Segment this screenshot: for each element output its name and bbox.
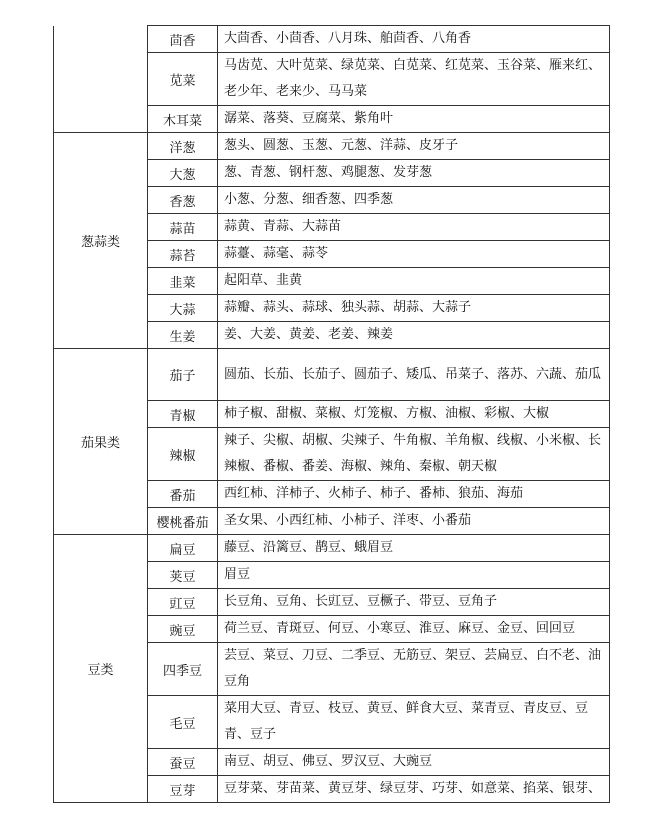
- vegetable-aliases: 西红柿、洋柿子、火柿子、柿子、番柿、狼茄、海茄: [218, 481, 610, 508]
- vegetable-name: 蒜苔: [148, 241, 218, 268]
- vegetable-name: 辣椒: [148, 428, 218, 481]
- vegetable-aliases: 姜、大姜、黄姜、老姜、辣姜: [218, 322, 610, 349]
- vegetable-aliases: 芸豆、菜豆、刀豆、二季豆、无筋豆、架豆、芸扁豆、白不老、油豆角: [218, 643, 610, 696]
- vegetable-aliases: 蒜黄、青蒜、大蒜苗: [218, 214, 610, 241]
- vegetable-aliases: 藤豆、沿篱豆、鹊豆、蛾眉豆: [218, 535, 610, 562]
- vegetable-aliases: 葱、青葱、钢杆葱、鸡腿葱、发芽葱: [218, 160, 610, 187]
- vegetable-name: 木耳菜: [148, 106, 218, 133]
- vegetable-name: 毛豆: [148, 696, 218, 749]
- vegetable-name: 豌豆: [148, 616, 218, 643]
- vegetable-name: 大葱: [148, 160, 218, 187]
- vegetable-aliases: 荷兰豆、青斑豆、何豆、小寒豆、淮豆、麻豆、金豆、回回豆: [218, 616, 610, 643]
- vegetable-aliases: 菜用大豆、青豆、枝豆、黄豆、鲜食大豆、菜青豆、青皮豆、豆青、豆子: [218, 696, 610, 749]
- vegetable-aliases: 长豆角、豆角、长豇豆、豆橛子、带豆、豆角子: [218, 589, 610, 616]
- vegetable-name: 蒜苗: [148, 214, 218, 241]
- vegetable-aliases: 潺菜、落葵、豆腐菜、紫角叶: [218, 106, 610, 133]
- vegetable-aliases: 南豆、胡豆、佛豆、罗汉豆、大豌豆: [218, 749, 610, 776]
- vegetable-aliases: 辣子、尖椒、胡椒、尖辣子、牛角椒、羊角椒、线椒、小米椒、长辣椒、番椒、番姜、海椒、辣角、秦椒、朝天椒: [218, 428, 610, 481]
- vegetable-aliases: 葱头、圆葱、玉葱、元葱、洋蒜、皮牙子: [218, 133, 610, 160]
- category-cell: 葱蒜类: [54, 133, 148, 349]
- vegetable-aliases: 豆芽菜、芽苗菜、黄豆芽、绿豆芽、巧芽、如意菜、掐菜、银芽、: [218, 776, 610, 803]
- vegetable-name: 韭菜: [148, 268, 218, 295]
- vegetable-name: 豆芽: [148, 776, 218, 803]
- vegetable-aliases: 蒜瓣、蒜头、蒜球、独头蒜、胡蒜、大蒜子: [218, 295, 610, 322]
- vegetable-aliases: 小葱、分葱、细香葱、四季葱: [218, 187, 610, 214]
- vegetable-aliases: 马齿苋、大叶苋菜、绿苋菜、白苋菜、红苋菜、玉谷菜、雁来红、老少年、老来少、马马菜: [218, 53, 610, 106]
- category-cell: 豆类: [54, 535, 148, 803]
- vegetable-name: 樱桃番茄: [148, 508, 218, 535]
- vegetable-name: 蚕豆: [148, 749, 218, 776]
- vegetable-name: 青椒: [148, 401, 218, 428]
- vegetable-aliases: 大茴香、小茴香、八月珠、舶茴香、八角香: [218, 26, 610, 53]
- vegetable-name: 生姜: [148, 322, 218, 349]
- vegetable-name: 洋葱: [148, 133, 218, 160]
- vegetable-aliases: 蒜薹、蒜毫、蒜苓: [218, 241, 610, 268]
- vegetable-name: 茄子: [148, 349, 218, 401]
- vegetable-name: 四季豆: [148, 643, 218, 696]
- vegetable-alias-table: [53, 25, 610, 803]
- table-row: [54, 133, 610, 160]
- vegetable-aliases: 柿子椒、甜椒、菜椒、灯笼椒、方椒、油椒、彩椒、大椒: [218, 401, 610, 428]
- table-row: [54, 349, 610, 401]
- vegetable-aliases: 眉豆: [218, 562, 610, 589]
- vegetable-aliases: 圆茄、长茄、长茄子、圆茄子、矮瓜、吊菜子、落苏、六蔬、茄瓜: [218, 349, 610, 401]
- category-cell: [54, 26, 148, 133]
- vegetable-name: 扁豆: [148, 535, 218, 562]
- vegetable-name: 大蒜: [148, 295, 218, 322]
- vegetable-name: 苋菜: [148, 53, 218, 106]
- table-row: [54, 26, 610, 53]
- category-cell: 茄果类: [54, 349, 148, 535]
- vegetable-aliases: 圣女果、小西红柿、小柿子、洋枣、小番茄: [218, 508, 610, 535]
- vegetable-name: 豇豆: [148, 589, 218, 616]
- vegetable-name: 茴香: [148, 26, 218, 53]
- vegetable-name: 番茄: [148, 481, 218, 508]
- vegetable-aliases: 起阳草、韭黄: [218, 268, 610, 295]
- vegetable-name: 香葱: [148, 187, 218, 214]
- vegetable-name: 荚豆: [148, 562, 218, 589]
- table-row: [54, 535, 610, 562]
